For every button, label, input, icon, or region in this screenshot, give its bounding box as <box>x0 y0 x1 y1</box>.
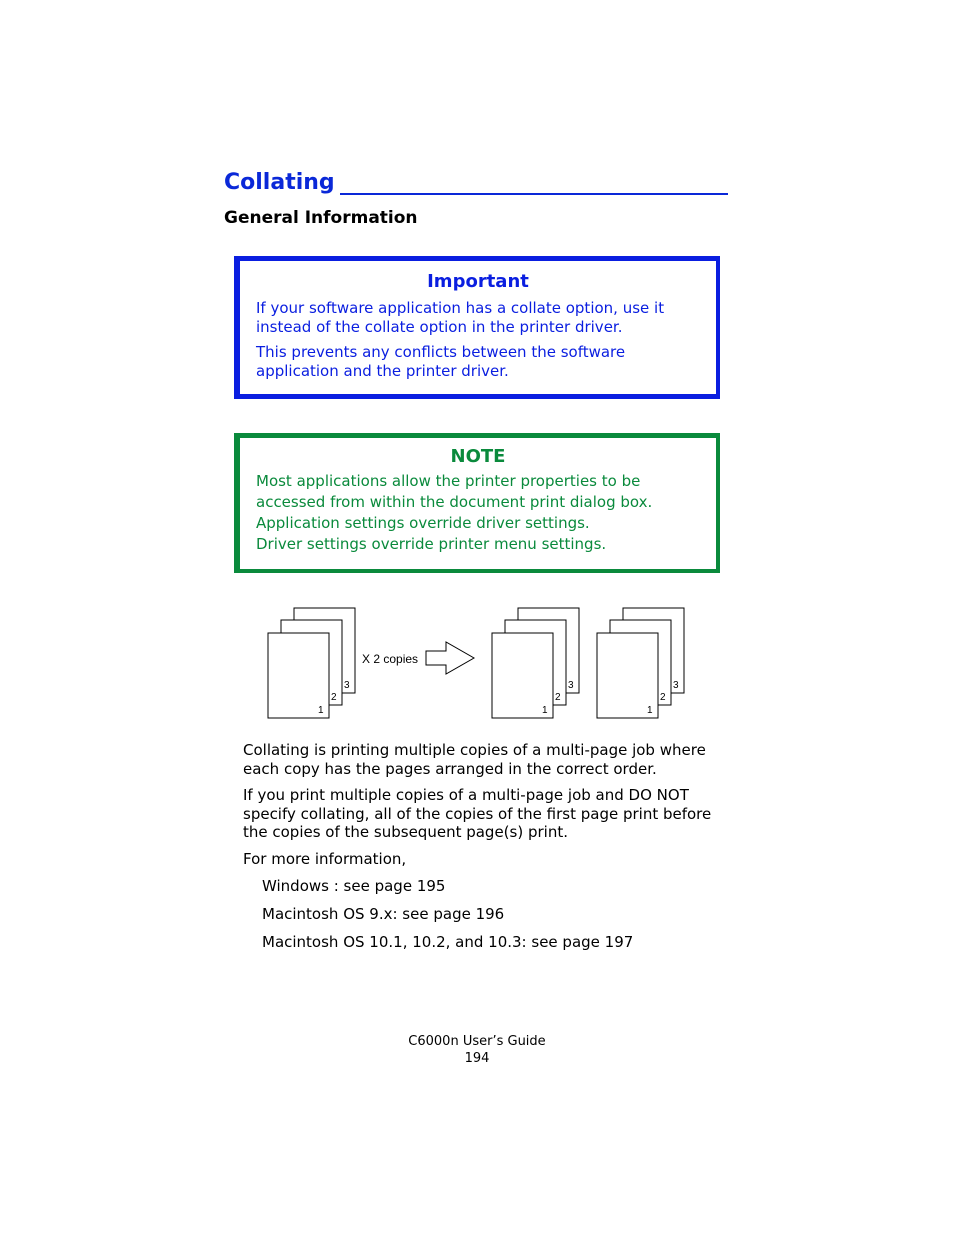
body-paragraph-1: Collating is printing multiple copies of a multi-page job where each copy has the pages arranged in the correct order. <box>243 741 706 778</box>
heading-rule <box>340 193 728 195</box>
collated-stack-1 <box>492 608 579 718</box>
collated-stack-2 <box>597 608 684 718</box>
page-number-2: 2 <box>660 692 666 703</box>
body-paragraph-3: For more information, <box>243 850 407 868</box>
arrow-right-icon <box>426 642 474 674</box>
footer-page-number: 194 <box>464 1051 490 1066</box>
body-paragraph-2: If you print multiple copies of a multi-page job and DO NOT specify collating, all of the copies of the first page print before the copies of the subsequent page(s) print. <box>243 786 712 841</box>
reference-macos-9: Macintosh OS 9.x: see page 196 <box>262 905 505 923</box>
page-number-1: 1 <box>318 705 324 716</box>
page-number-3: 3 <box>344 680 350 691</box>
reference-macos-10: Macintosh OS 10.1, 10.2, and 10.3: see page 197 <box>262 933 634 951</box>
section-title: Collating <box>224 170 335 195</box>
note-line-4: Driver settings override printer menu settings. <box>256 535 607 553</box>
note-line-2: accessed from within the document print dialog box. <box>256 493 653 511</box>
original-page-stack <box>268 608 355 718</box>
collating-diagram <box>260 598 690 723</box>
note-line-3: Application settings override driver settings. <box>256 514 590 532</box>
page-number-1: 1 <box>542 705 548 716</box>
page-number-2: 2 <box>555 692 561 703</box>
copies-label: X 2 copies <box>362 652 419 666</box>
page-number-2: 2 <box>331 692 337 703</box>
important-para-2: This prevents any conflicts between the software application and the printer driver. <box>256 343 626 380</box>
important-title: Important <box>427 271 529 292</box>
footer-guide-title: C6000n User’s Guide <box>408 1034 546 1049</box>
section-heading <box>224 168 728 198</box>
important-box <box>234 256 720 399</box>
page-number-3: 3 <box>673 680 679 691</box>
section-subtitle: General Information <box>224 208 418 228</box>
important-para-1: If your software application has a collate option, use it instead of the collate option in the printer driver. <box>256 299 665 336</box>
page-number-1: 1 <box>647 705 653 716</box>
page-number-3: 3 <box>568 680 574 691</box>
note-line-1: Most applications allow the printer properties to be <box>256 472 641 490</box>
reference-windows: Windows : see page 195 <box>262 877 446 895</box>
note-box <box>234 433 720 573</box>
note-title: NOTE <box>450 446 506 467</box>
